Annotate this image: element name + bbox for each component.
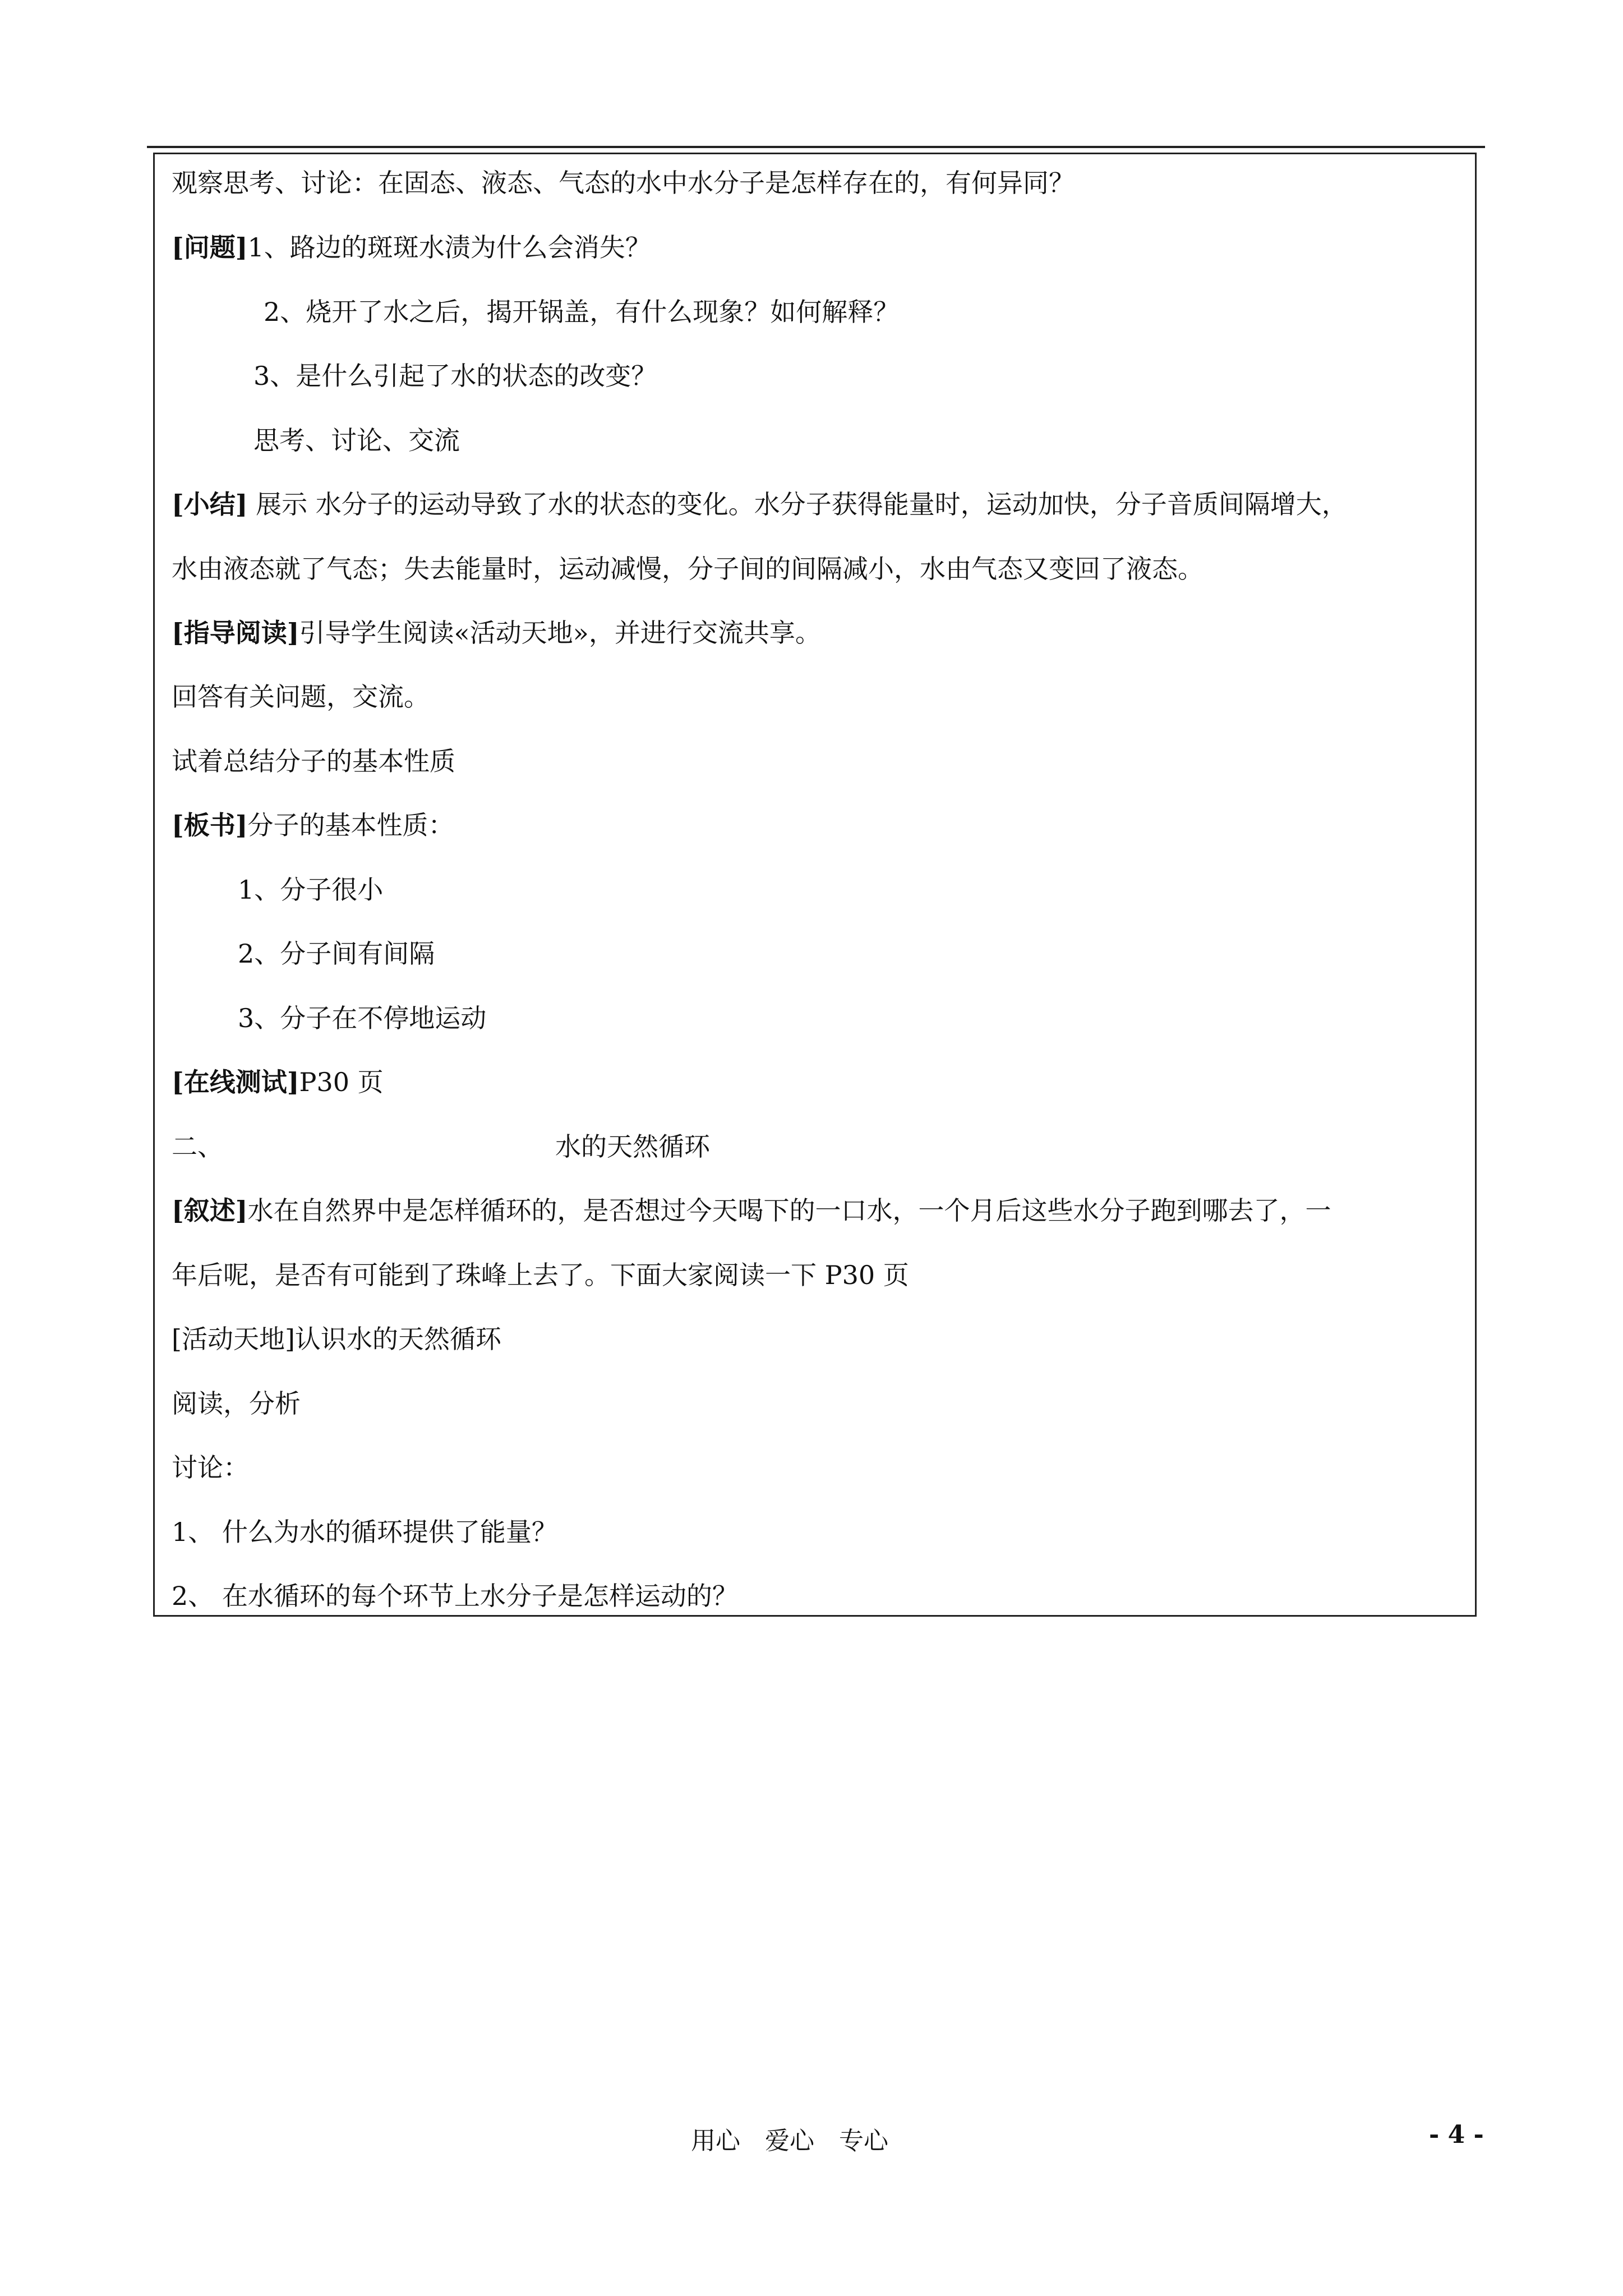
tag-question: [问题]	[172, 232, 248, 263]
text-line-17	[172, 1195, 1331, 1226]
text-line-22: 1、 什么为水的循环提供了能量？	[172, 1517, 557, 1547]
text-line-7: 水由液态就了气态；失去能量时，运动减慢，分子间的间隔减小，水由气态又变回了液态。	[172, 554, 1204, 584]
tag-board: [板书]	[172, 810, 248, 840]
text-line-6	[172, 489, 1348, 520]
text-line-15-body: P30 页	[299, 1067, 384, 1097]
tag-online-test: [在线测试]	[172, 1067, 299, 1097]
text-line-6-body: 展示 水分子的运动导致了水的状态的变化。水分子获得能量时，运动加快，分子音质间隔增大，	[247, 489, 1348, 519]
text-line-3: 2、烧开了水之后，揭开锅盖，有什么现象？如何解释？	[264, 297, 900, 327]
text-line-10: 试着总结分子的基本性质	[172, 746, 455, 776]
text-line-14: 3、分子在不停地运动	[238, 1003, 487, 1033]
text-line-23: 2、 在水循环的每个环节上水分子是怎样运动的？	[172, 1581, 738, 1611]
tag-narration: [叙述]	[172, 1195, 248, 1226]
text-line-17-body: 水在自然界中是怎样循环的，是否想过今天喝下的一口水，一个月后这些水分子跑到哪去了，一	[247, 1195, 1331, 1226]
text-line-2	[172, 232, 651, 263]
text-line-8	[172, 617, 821, 648]
text-line-2-body: 1、路边的斑斑水渍为什么会消失？	[247, 232, 651, 263]
text-line-11-body: 分子的基本性质：	[247, 810, 454, 840]
header-rule	[147, 146, 1485, 148]
text-line-18: 年后呢，是否有可能到了珠峰上去了。下面大家阅读一下 P30 页	[172, 1260, 909, 1290]
section-heading: 水的天然循环	[555, 1131, 710, 1162]
tag-guided-reading: [指导阅读]	[172, 618, 299, 648]
text-line-4: 3、是什么引起了水的状态的改变？	[253, 361, 657, 391]
text-line-12: 1、分子很小	[238, 875, 384, 905]
text-line-1: 观察思考、讨论：在固态、液态、气态的水中水分子是怎样存在的，有何异同？	[172, 168, 1075, 198]
text-line-13: 2、分子间有间隔	[238, 938, 435, 969]
text-line-19: [活动天地]认识水的天然循环	[172, 1324, 501, 1354]
tag-summary: [小结]	[172, 489, 248, 519]
text-line-11	[172, 809, 454, 841]
text-line-15	[172, 1066, 384, 1098]
text-line-9: 回答有关问题，交流。	[172, 682, 430, 712]
footer-slogan: 用心 爱心 专心	[691, 2127, 888, 2155]
section-number: 二、	[172, 1131, 223, 1162]
page-number: - 4 -	[1429, 2120, 1484, 2149]
text-line-8-body: 引导学生阅读«活动天地»，并进行交流共享。	[299, 618, 821, 648]
text-line-20: 阅读，分析	[172, 1388, 301, 1419]
text-line-5: 思考、讨论、交流	[253, 425, 460, 455]
text-line-21: 讨论：	[172, 1452, 249, 1483]
